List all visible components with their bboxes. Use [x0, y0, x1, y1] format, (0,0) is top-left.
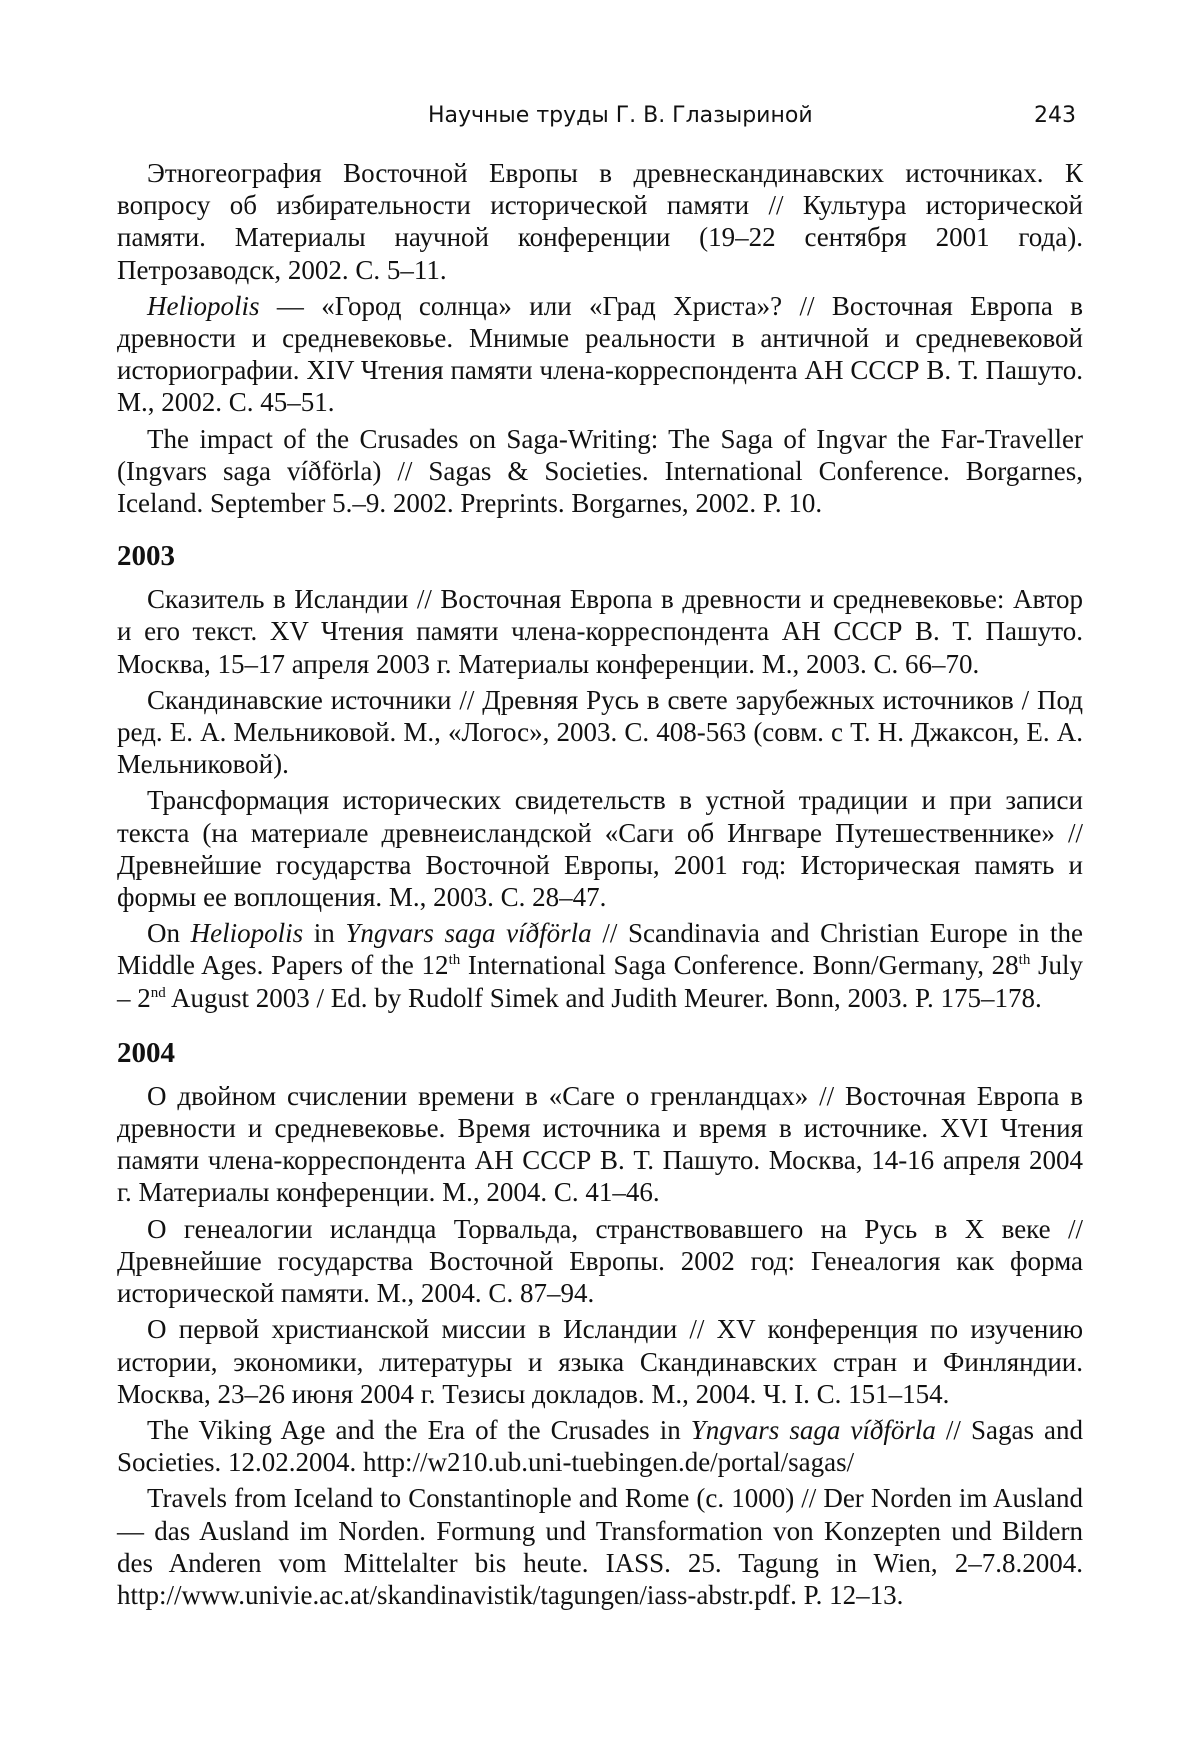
- bib-entry: О первой христианской миссии в Исландии // XV конференция по изучению истории, экономики, литературы и языка Скандинавских стран и Финляндии. Москва, 23–26 июня 2004 г. Тезисы докладов. М., 2004. Ч. I. С. 151–154.: [117, 1314, 1083, 1409]
- bib-entry: The Viking Age and the Era of the Crusades in Yngvars saga víðförla // Sagas and Societies. 12.02.2004. http://w210.ub.uni-tuebingen.de/portal/sagas/: [117, 1414, 1083, 1478]
- bib-entry: Скандинавские источники // Древняя Русь в свете зарубежных источников / Под ред. Е. А. Мельниковой. М., «Логос», 2003. С. 408-563 (совм. с Т. Н. Джаксон, Е. А. Мельниковой).: [117, 684, 1083, 780]
- running-title: Научные труды Г. В. Глазыриной: [428, 103, 813, 128]
- bib-entry: On Heliopolis in Yngvars saga víðförla // Scandinavia and Christian Europe in the Middle Ages. Papers of the 12th International Saga Conference. Bonn/Germany, 28th July – 2nd August 2003 / Ed. by Rudolf Simek and Judith Meurer. Bonn, 2003. P. 175–178.: [117, 918, 1084, 1013]
- bib-entry: Сказитель в Исландии // Восточная Европа в древности и средневековье: Автор и его текст. XV Чтения памяти члена-корреспондента АН СССР В. Т. Пашуто. Москва, 15–17 апреля 2003 г. Материалы конференции. М., 2003. С. 66–70.: [117, 584, 1083, 679]
- ordinal-suffix: nd: [150, 984, 166, 1001]
- year-heading-2004: 2004: [117, 1036, 175, 1069]
- italic-title: Heliopolis: [147, 290, 260, 321]
- bib-entry: О двойном счислении времени в «Саге о гренландцах» // Восточная Европа в древности и средневековье. Время источника и время в источнике. XVI Чтения памяти члена-корреспондента АН СССР В. Т. Пашуто. Москва, 14-16 апреля 2004 г. Материалы конференции. М., 2004. С. 41–46.: [117, 1080, 1083, 1208]
- running-header: [0, 103, 1200, 139]
- year-heading-2003: 2003: [117, 540, 175, 573]
- ordinal-suffix: th: [448, 952, 461, 969]
- italic-title: Yngvars saga víðförla: [690, 1414, 936, 1445]
- bib-entry: Travels from Iceland to Constantinople and Rome (c. 1000) // Der Norden im Ausland — das Ausland im Norden. Formung und Transformation von Konzepten und Bildern des Anderen vom Mittelalter bis heute. IASS. 25. Tagung in Wien, 2–7.8.2004. http://www.univie.ac.at/skandinavistik/tagungen/iass-abstr.pdf. P. 12–13.: [117, 1483, 1083, 1610]
- bib-entry: О генеалогии исландца Торвальда, странствовавшего на Русь в X веке // Древнейшие государства Восточной Европы. 2002 год: Генеалогия как форма исторической памяти. М., 2004. С. 87–94.: [117, 1213, 1083, 1309]
- bibliography-list: [117, 157, 1083, 1615]
- italic-title: Heliopolis: [190, 918, 304, 949]
- ordinal-suffix: th: [1018, 952, 1031, 969]
- bib-entry: Трансформация исторических свидетельств в устной традиции и при записи текста (на материале древнеисландской «Саги об Ингваре Путешественнике» // Древнейшие государства Восточной Европы, 2001 год: Историческая память и формы ее воплощения. М., 2003. С. 28–47.: [117, 785, 1083, 913]
- page-number: 243: [1034, 103, 1076, 128]
- italic-title: Yngvars saga víðförla: [345, 918, 592, 949]
- bib-entry: Heliopolis — «Город солнца» или «Град Христа»? // Восточная Европа в древности и средневековье. Мнимые реальности в античной и средневековой историографии. XIV Чтения памяти члена-корреспондента АН СССР В. Т. Пашуто. М., 2002. С. 45–51.: [117, 290, 1083, 418]
- bib-entry: The impact of the Crusades on Saga-Writing: The Saga of Ingvar the Far-Traveller (Ingvars saga víðförla) // Sagas & Societies. International Conference. Borgarnes, Iceland. September 5.–9. 2002. Preprints. Borgarnes, 2002. P. 10.: [117, 423, 1083, 519]
- bib-entry: Этногеография Восточной Европы в древнескандинавских источниках. К вопросу об избирательности исторической памяти // Культура исторической памяти. Материалы научной конференции (19–22 сентября 2001 года). Петрозаводск, 2002. С. 5–11.: [117, 158, 1083, 285]
